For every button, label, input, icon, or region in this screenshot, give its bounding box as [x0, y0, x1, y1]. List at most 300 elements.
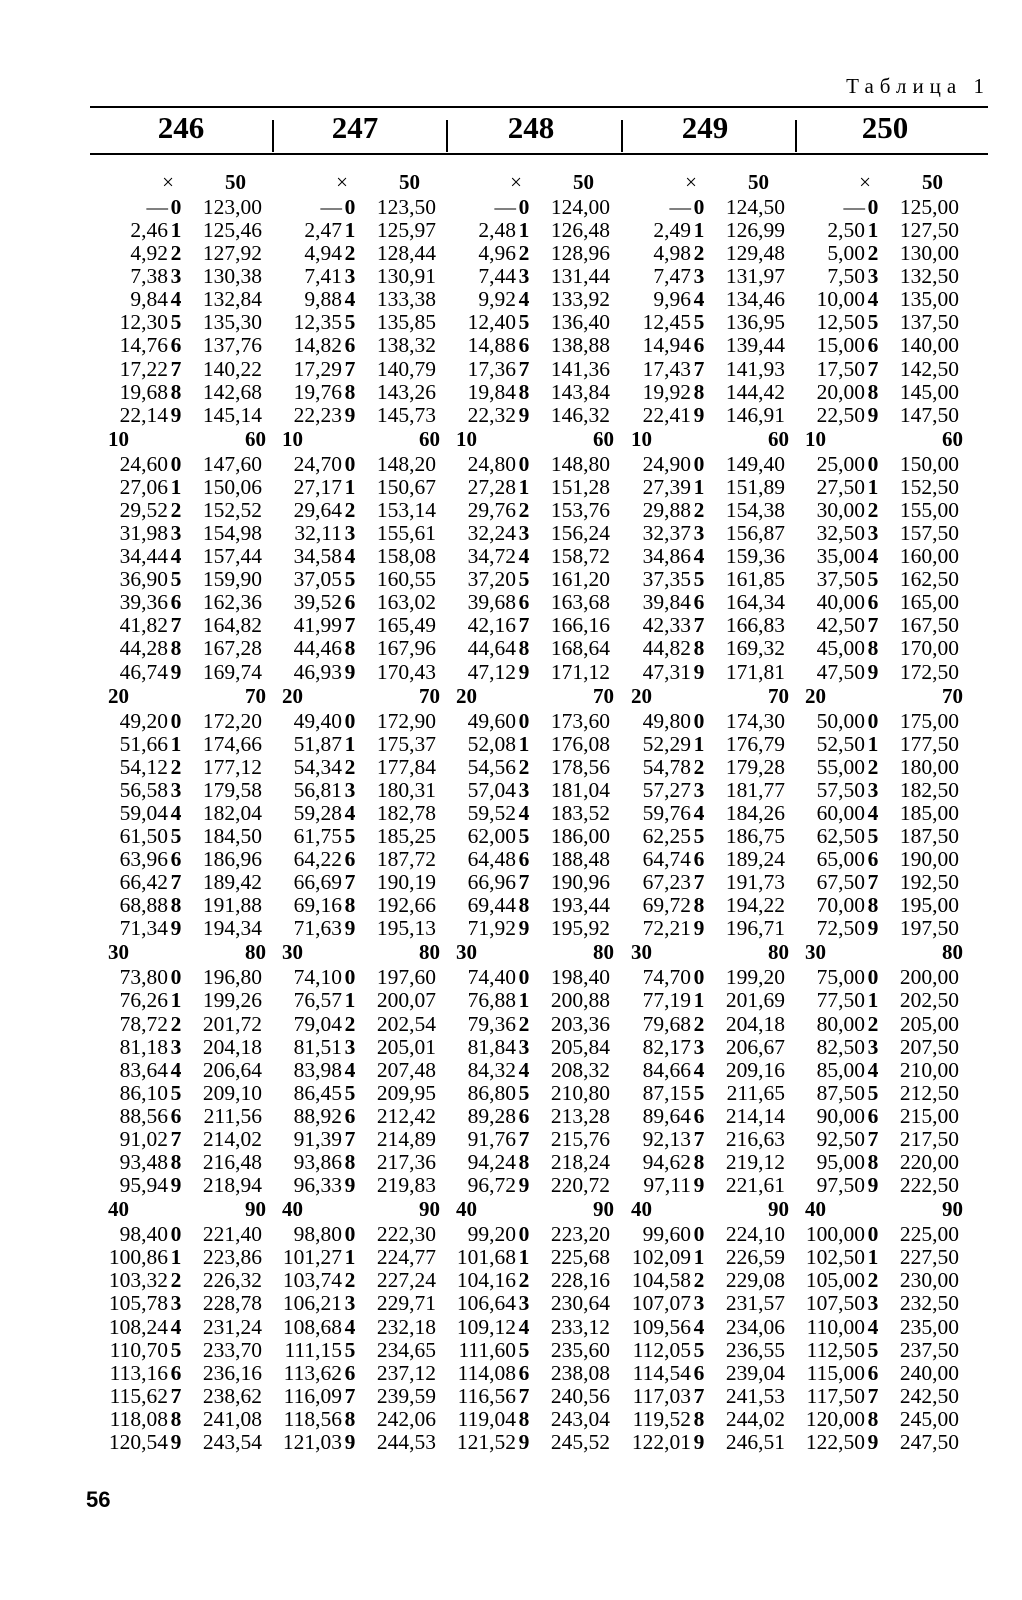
product-value: 153,76	[550, 497, 610, 522]
table-row	[90, 522, 988, 545]
units-digit: 8	[344, 1150, 356, 1175]
units-digit: 3	[518, 1034, 530, 1059]
product-value: 233,70	[202, 1337, 262, 1362]
units-digit: 3	[344, 264, 356, 289]
units-digit: 1	[170, 1245, 182, 1270]
table-row	[90, 710, 988, 733]
left-value: 56,58	[119, 777, 168, 802]
left-value: 62,50	[816, 824, 865, 849]
product-value: 138,32	[376, 333, 436, 358]
units-digit: 1	[170, 217, 182, 242]
units-digit: 3	[867, 777, 879, 802]
units-digit: 9	[867, 402, 879, 427]
product-value: 189,42	[202, 870, 262, 895]
table-row	[90, 453, 988, 476]
units-digit: 5	[867, 310, 879, 335]
left-value: 22,14	[119, 402, 168, 427]
table-row	[90, 1105, 988, 1128]
table-row	[90, 265, 988, 288]
product-value: 131,44	[550, 264, 610, 289]
product-value: 148,20	[376, 451, 436, 476]
product-value: 137,50	[899, 310, 959, 335]
left-value: 31,98	[119, 521, 168, 545]
units-digit: 8	[867, 379, 879, 404]
product-value: 235,00	[899, 1314, 959, 1339]
product-value: 137,76	[202, 333, 262, 358]
table-row	[90, 476, 988, 499]
product-value: 176,08	[550, 731, 610, 756]
units-digit: 0	[344, 451, 356, 476]
product-value: 135,30	[202, 310, 262, 335]
table-row	[90, 568, 988, 591]
product-value: 159,36	[725, 544, 785, 569]
left-value: 93,48	[119, 1150, 168, 1175]
left-value: 117,03	[632, 1383, 691, 1408]
units-digit: 0	[867, 451, 879, 476]
units-digit: 7	[867, 613, 879, 638]
units-digit: 3	[518, 521, 530, 545]
section-header-right: 80	[593, 940, 614, 965]
units-digit: 1	[518, 217, 530, 242]
units-digit: 2	[170, 497, 182, 522]
table-row	[90, 1316, 988, 1339]
product-value: 197,60	[376, 965, 436, 990]
units-digit: 6	[867, 1103, 879, 1128]
units-digit: 5	[867, 1337, 879, 1362]
section-header-right: 60	[593, 426, 614, 451]
section-header-left: 20	[805, 683, 826, 708]
section-header-right: 90	[942, 1197, 963, 1222]
left-value: 24,90	[642, 451, 691, 476]
left-value: 110,00	[806, 1314, 865, 1339]
left-value: 44,46	[293, 636, 342, 661]
product-value: 123,50	[376, 194, 436, 219]
product-value: 150,06	[202, 474, 262, 499]
left-value: 39,84	[642, 590, 691, 615]
table-row	[90, 219, 988, 242]
units-digit: 3	[693, 1034, 705, 1059]
units-digit: 4	[170, 1057, 182, 1082]
product-value: 155,61	[376, 521, 436, 545]
units-digit: 8	[693, 636, 705, 661]
section-header-right: 50	[748, 170, 769, 194]
left-value: 14,88	[467, 333, 516, 358]
product-value: 144,42	[725, 379, 785, 404]
units-digit: 4	[344, 800, 356, 825]
product-value: 241,53	[725, 1383, 785, 1408]
product-value: 227,24	[376, 1268, 436, 1293]
units-digit: 7	[344, 613, 356, 638]
left-value: 86,45	[293, 1080, 342, 1105]
units-digit: 5	[518, 567, 530, 592]
left-value: 17,43	[642, 356, 691, 381]
product-value: 185,25	[376, 824, 436, 849]
product-value: 180,31	[376, 777, 436, 802]
product-value: 196,71	[725, 916, 785, 941]
left-value: 81,84	[467, 1034, 516, 1059]
units-digit: 2	[518, 1011, 530, 1036]
section-header	[90, 684, 988, 710]
units-digit: 4	[693, 1314, 705, 1339]
left-value: 118,56	[283, 1406, 342, 1431]
section-header-right: 90	[419, 1197, 440, 1222]
units-digit: 5	[693, 824, 705, 849]
left-value: 103,74	[282, 1268, 342, 1293]
units-digit: 1	[693, 474, 705, 499]
left-value: 68,88	[119, 893, 168, 918]
units-digit: 3	[170, 1291, 182, 1316]
units-digit: 7	[693, 1127, 705, 1152]
units-digit: 6	[344, 333, 356, 358]
product-value: 211,56	[203, 1103, 262, 1128]
product-value: 246,51	[725, 1430, 785, 1455]
units-digit: 2	[170, 754, 182, 779]
product-value: 127,50	[899, 217, 959, 242]
units-digit: 7	[867, 870, 879, 895]
units-digit: 2	[693, 1011, 705, 1036]
units-digit: 0	[693, 1222, 705, 1247]
product-value: 209,10	[202, 1080, 262, 1105]
units-digit: 4	[518, 800, 530, 825]
product-value: 148,80	[550, 451, 610, 476]
units-digit: 0	[693, 451, 705, 476]
left-value: 49,40	[293, 708, 342, 733]
table-row	[90, 848, 988, 871]
table-row	[90, 358, 988, 381]
units-digit: 4	[693, 800, 705, 825]
units-digit: 5	[518, 824, 530, 849]
product-value: 209,16	[725, 1057, 785, 1082]
left-value: —	[843, 194, 865, 219]
units-digit: 6	[518, 847, 530, 872]
section-header-left: 10	[282, 426, 303, 451]
left-value: 107,07	[631, 1291, 691, 1316]
left-value: 51,66	[119, 731, 168, 756]
product-value: 133,38	[376, 287, 436, 312]
product-value: 167,28	[202, 636, 262, 661]
units-digit: 9	[518, 402, 530, 427]
left-value: 67,50	[816, 870, 865, 895]
left-value: 19,68	[119, 379, 168, 404]
left-value: 64,74	[642, 847, 691, 872]
left-value: 52,29	[642, 731, 691, 756]
units-digit: 0	[344, 708, 356, 733]
left-value: 24,80	[467, 451, 516, 476]
product-value: 199,20	[725, 965, 785, 990]
left-value: 67,23	[642, 870, 691, 895]
units-digit: 0	[518, 194, 530, 219]
left-value: 19,92	[642, 379, 691, 404]
units-digit: 1	[518, 1245, 530, 1270]
product-value: 164,34	[725, 590, 785, 615]
table-row	[90, 1082, 988, 1105]
left-value: 64,48	[467, 847, 516, 872]
product-value: 192,50	[899, 870, 959, 895]
units-digit: 6	[867, 590, 879, 615]
product-value: 229,71	[376, 1291, 436, 1316]
units-digit: 9	[518, 659, 530, 684]
units-digit: 4	[693, 1057, 705, 1082]
left-value: 50,00	[816, 708, 865, 733]
left-value: 4,98	[653, 241, 691, 266]
units-digit: 7	[344, 1383, 356, 1408]
product-value: 213,28	[550, 1103, 610, 1128]
left-value: —	[320, 194, 342, 219]
product-value: 217,50	[899, 1127, 959, 1152]
product-value: 125,97	[376, 217, 436, 242]
product-value: 183,52	[550, 800, 610, 825]
left-value: 65,00	[816, 847, 865, 872]
left-value: 94,24	[467, 1150, 516, 1175]
product-value: 197,50	[899, 916, 959, 941]
table-row	[90, 1174, 988, 1197]
units-digit: 9	[693, 659, 705, 684]
left-value: 59,04	[119, 800, 168, 825]
units-digit: 9	[170, 1173, 182, 1198]
units-digit: 9	[867, 659, 879, 684]
units-digit: 2	[170, 1011, 182, 1036]
units-digit: 5	[344, 567, 356, 592]
section-header-left: 40	[108, 1197, 129, 1222]
left-value: 80,00	[816, 1011, 865, 1036]
product-value: 228,16	[550, 1268, 610, 1293]
table-row	[90, 1151, 988, 1174]
product-value: 156,87	[725, 521, 785, 545]
left-value: 71,92	[467, 916, 516, 941]
units-digit: 1	[693, 988, 705, 1013]
units-digit: 0	[170, 965, 182, 990]
product-value: 143,26	[376, 379, 436, 404]
units-digit: 9	[867, 1173, 879, 1198]
product-value: 204,18	[725, 1011, 785, 1036]
units-digit: 3	[170, 264, 182, 289]
units-digit: 1	[344, 731, 356, 756]
left-value: 77,19	[642, 988, 691, 1013]
units-digit: 4	[344, 544, 356, 569]
section-header-left: 20	[456, 683, 477, 708]
left-value: 12,45	[642, 310, 691, 335]
product-value: 234,06	[725, 1314, 785, 1339]
section-header-left: 20	[631, 683, 652, 708]
product-value: 147,50	[899, 402, 959, 427]
product-value: 140,00	[899, 333, 959, 358]
product-value: 216,63	[725, 1127, 785, 1152]
units-digit: 5	[344, 1080, 356, 1105]
units-digit: 5	[518, 1337, 530, 1362]
product-value: 198,40	[550, 965, 610, 990]
left-value: 35,00	[816, 544, 865, 569]
units-digit: 9	[867, 916, 879, 941]
units-digit: 4	[867, 800, 879, 825]
units-digit: 1	[344, 988, 356, 1013]
units-digit: 2	[518, 754, 530, 779]
left-value: 34,86	[642, 544, 691, 569]
left-value: 100,86	[108, 1245, 168, 1270]
product-value: 194,34	[202, 916, 262, 941]
left-value: 84,32	[467, 1057, 516, 1082]
product-value: 223,20	[550, 1222, 610, 1247]
left-value: 41,82	[119, 613, 168, 638]
units-digit: 6	[170, 333, 182, 358]
product-value: 157,50	[899, 521, 959, 545]
product-value: 167,96	[376, 636, 436, 661]
product-value: 167,50	[899, 613, 959, 638]
left-value: 27,17	[293, 474, 342, 499]
units-digit: 6	[170, 847, 182, 872]
left-value: 113,62	[283, 1360, 342, 1385]
units-digit: 9	[693, 916, 705, 941]
left-value: 2,47	[304, 217, 342, 242]
units-digit: 6	[693, 590, 705, 615]
table-row	[90, 779, 988, 802]
table-row	[90, 499, 988, 522]
units-digit: 4	[170, 1314, 182, 1339]
left-value: 99,60	[642, 1222, 691, 1247]
left-value: 115,62	[109, 1383, 168, 1408]
left-value: 54,12	[119, 754, 168, 779]
units-digit: 4	[693, 287, 705, 312]
product-value: 166,16	[550, 613, 610, 638]
product-value: 214,02	[202, 1127, 262, 1152]
units-digit: 2	[344, 1268, 356, 1293]
units-digit: 2	[170, 241, 182, 266]
left-value: 2,46	[130, 217, 168, 242]
units-digit: 9	[344, 916, 356, 941]
multiplication-table	[90, 170, 988, 1454]
section-header-right: 80	[419, 940, 440, 965]
left-value: 39,36	[119, 590, 168, 615]
units-digit: 8	[518, 636, 530, 661]
units-digit: 8	[344, 893, 356, 918]
units-digit: 8	[170, 636, 182, 661]
product-value: 220,72	[550, 1173, 610, 1198]
units-digit: 6	[344, 1103, 356, 1128]
product-value: 204,18	[202, 1034, 262, 1059]
units-digit: 5	[693, 567, 705, 592]
units-digit: 7	[693, 613, 705, 638]
product-value: 238,62	[202, 1383, 262, 1408]
units-digit: 2	[344, 241, 356, 266]
heading-divider	[795, 120, 797, 152]
product-value: 135,00	[899, 287, 959, 312]
section-header-left: 10	[631, 426, 652, 451]
product-value: 218,24	[550, 1150, 610, 1175]
units-digit: 0	[344, 1222, 356, 1247]
units-digit: 4	[867, 544, 879, 569]
table-row	[90, 802, 988, 825]
product-value: 156,24	[550, 521, 610, 545]
left-value: 112,05	[632, 1337, 691, 1362]
column-heading-248: 248	[507, 110, 555, 145]
product-value: 169,74	[202, 659, 262, 684]
left-value: 19,84	[467, 379, 516, 404]
product-value: 178,56	[550, 754, 610, 779]
units-digit: 1	[170, 988, 182, 1013]
product-value: 146,91	[725, 402, 785, 427]
left-value: 4,96	[478, 241, 516, 266]
units-digit: 2	[344, 754, 356, 779]
units-digit: 7	[867, 356, 879, 381]
units-digit: 0	[693, 194, 705, 219]
units-digit: 2	[867, 1011, 879, 1036]
left-value: 108,24	[108, 1314, 168, 1339]
left-value: 88,56	[119, 1103, 168, 1128]
units-digit: 5	[693, 310, 705, 335]
table-row	[90, 825, 988, 848]
product-value: 160,55	[376, 567, 436, 592]
left-value: 110,70	[109, 1337, 168, 1362]
left-value: 24,70	[293, 451, 342, 476]
table-row	[90, 1292, 988, 1315]
left-value: 109,12	[456, 1314, 516, 1339]
left-value: 81,51	[293, 1034, 342, 1059]
units-digit: 7	[693, 1383, 705, 1408]
product-value: 132,50	[899, 264, 959, 289]
left-value: 4,92	[130, 241, 168, 266]
units-digit: 2	[693, 754, 705, 779]
left-value: 41,99	[293, 613, 342, 638]
units-digit: 8	[867, 893, 879, 918]
left-value: 47,50	[816, 659, 865, 684]
units-digit: 0	[170, 194, 182, 219]
left-value: 37,05	[293, 567, 342, 592]
units-digit: 3	[867, 1291, 879, 1316]
left-value: 9,96	[653, 287, 691, 312]
units-digit: 7	[344, 356, 356, 381]
product-value: 224,10	[725, 1222, 785, 1247]
left-value: 107,50	[805, 1291, 865, 1316]
product-value: 164,82	[202, 613, 262, 638]
product-value: 182,50	[899, 777, 959, 802]
left-value: 57,04	[467, 777, 516, 802]
units-digit: 7	[518, 356, 530, 381]
left-value: 24,60	[119, 451, 168, 476]
product-value: 230,64	[550, 1291, 610, 1316]
left-value: 52,50	[816, 731, 865, 756]
product-value: 172,20	[202, 708, 262, 733]
product-value: 231,24	[202, 1314, 262, 1339]
units-digit: 4	[518, 1314, 530, 1339]
units-digit: 1	[170, 474, 182, 499]
product-value: 199,26	[202, 988, 262, 1013]
top-rule	[90, 106, 988, 108]
table-row	[90, 545, 988, 568]
units-digit: 6	[867, 1360, 879, 1385]
left-value: 71,34	[119, 916, 168, 941]
left-value: 69,16	[293, 893, 342, 918]
units-digit: 4	[170, 800, 182, 825]
units-digit: 8	[344, 379, 356, 404]
product-value: 160,00	[899, 544, 959, 569]
units-digit: 1	[344, 474, 356, 499]
column-heading-249: 249	[681, 110, 729, 145]
units-digit: 0	[518, 708, 530, 733]
left-value: 82,17	[642, 1034, 691, 1059]
left-value: 122,50	[805, 1430, 865, 1455]
table-row	[90, 1362, 988, 1385]
product-value: 240,00	[899, 1360, 959, 1385]
left-value: 64,22	[293, 847, 342, 872]
column-heading-246: 246	[157, 110, 205, 145]
product-value: 210,00	[899, 1057, 959, 1082]
product-value: 219,83	[376, 1173, 436, 1198]
left-value: 66,69	[293, 870, 342, 895]
product-value: 209,95	[376, 1080, 436, 1105]
left-value: 70,00	[816, 893, 865, 918]
section-header-left: 30	[456, 940, 477, 965]
section-header-left: 20	[108, 683, 129, 708]
product-value: 222,30	[376, 1222, 436, 1247]
